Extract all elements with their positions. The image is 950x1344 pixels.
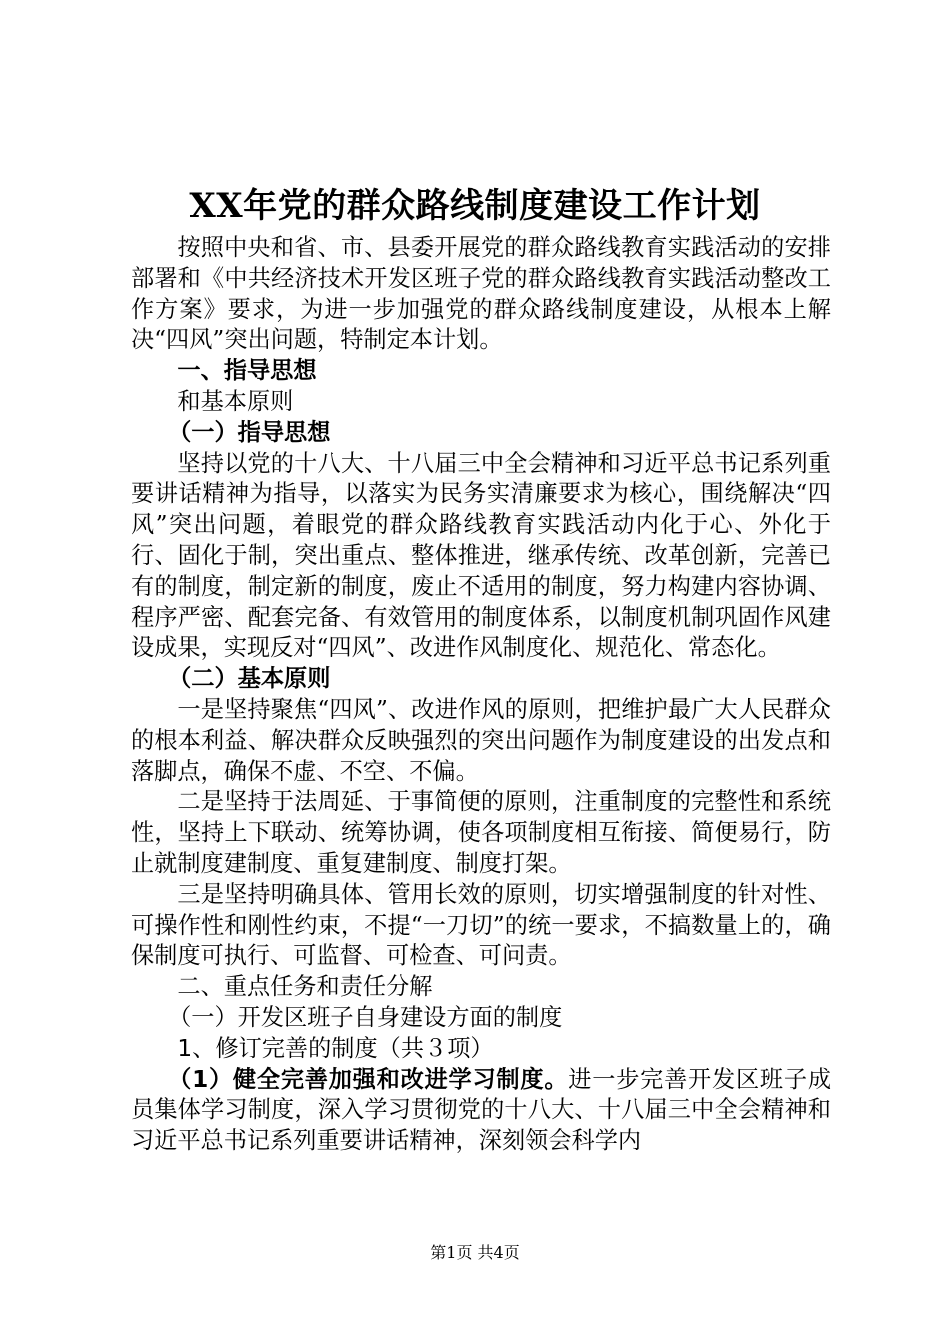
principle1-paragraph: 一是坚持聚焦“四风”、改进作风的原则，把维护最广大人民群众的根本利益、解决群众反映强烈的突出问题作为制度建设的出发点和落脚点，确保不虚、不空、不偏。 (131, 695, 831, 785)
page-footer: 第1页 共4页 (430, 1243, 520, 1262)
document-title: XX年党的群众路线制度建设工作计划 (189, 186, 761, 226)
principle3-paragraph: 三是坚持明确具体、管用长效的原则，切实增强制度的针对性、可操作性和刚性约束，不提“一刀切”的统一要求，不搞数量上的，确保制度可执行、可监督、可检查、可问责。 (131, 880, 831, 970)
sub2-heading: （二）基本原则 (168, 665, 331, 693)
sec2-item1-1-text: 进一步完善开发区班子成员集体学习制度，深入学习贯彻党的十八大、十八届三中全会精神和习近平总书记系列重要讲话精神，深刻领会科学内 (131, 1065, 832, 1155)
sec2-sub1-heading: （一）开发区班子自身建设方面的制度 (168, 1003, 563, 1031)
sub1-heading: （一）指导思想 (168, 418, 331, 446)
principle2-paragraph: 二是坚持于法周延、于事简便的原则，注重制度的完整性和系统性，坚持上下联动、统筹协调，使各项制度相互衔接、简便易行，防止就制度建制度、重复建制度、制度打架。 (131, 788, 831, 877)
sec2-item1-heading: 1、修订完善的制度（共３项） (177, 1034, 494, 1062)
section2-heading: 二、重点任务和责任分解 (177, 973, 433, 1001)
intro-paragraph: 按照中央和省、市、县委开展党的群众路线教育实践活动的安排部署和《中共经济技术开发区班子党的群众路线教育实践活动整改工作方案》要求，为进一步加强党的群众路线制度建设，从根本上解决“四风”突出问题，特制定本计划。 (131, 234, 831, 354)
sec2-item1-1-paragraph (131, 1065, 831, 1157)
sec2-item1-1-lead: （1）健全完善加强和改进学习制度。 (168, 1065, 569, 1093)
document-body (131, 233, 831, 1157)
section1-heading: 一、指导思想 (177, 357, 317, 385)
section1-heading-continuation: 和基本原则 (177, 387, 294, 415)
sub1-paragraph: 坚持以党的十八大、十八届三中全会精神和习近平总书记系列重要讲话精神为指导，以落实为民务实清廉要求为核心，围绕解决“四风”突出问题，着眼党的群众路线教育实践活动内化于心、外化于行、固化于制，突出重点、整体推进，继承传统、改革创新，完善已有的制度，制定新的制度，废止不适用的制度，努力构建内容协调、程序严密、配套完备、有效管用的制度体系，以制度机制巩固作风建设成果，实现反对“四风”、改进作风制度化、规范化、常态化。 (131, 449, 831, 662)
